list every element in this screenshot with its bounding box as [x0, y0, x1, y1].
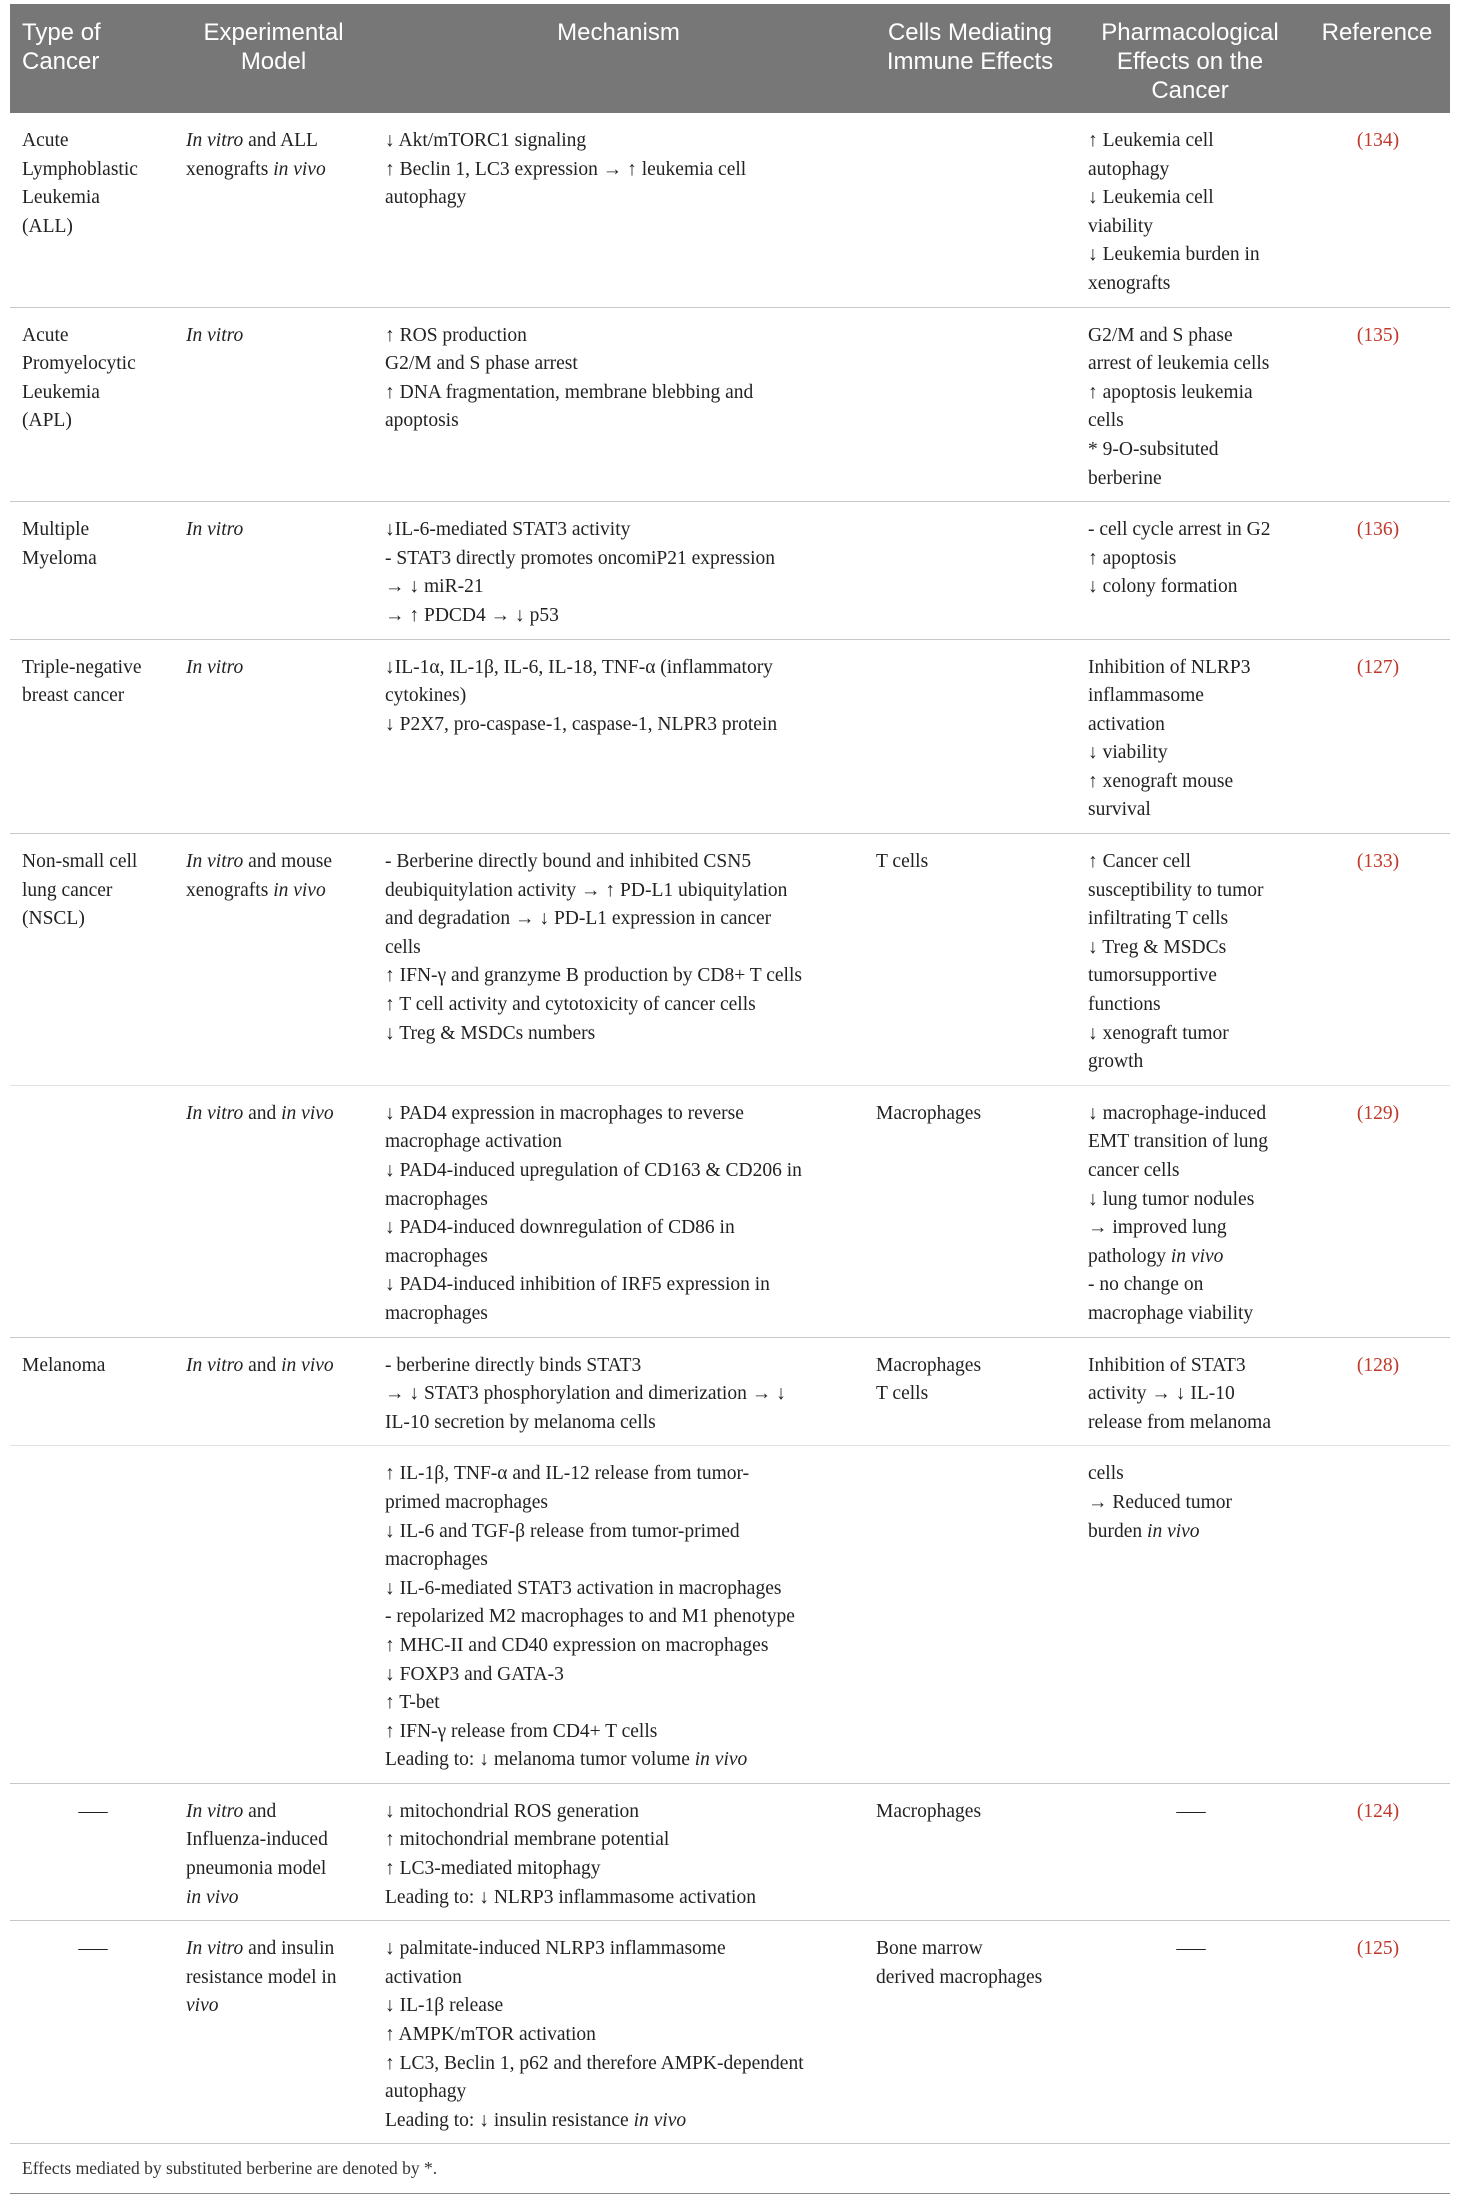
- cell-line: —–: [78, 1938, 108, 1960]
- cell-line: Leading to: ↓ insulin resistance in vivo: [385, 2109, 687, 2131]
- cell-line: activation: [385, 1966, 462, 1988]
- cell-line: EMT transition of lung: [1088, 1131, 1269, 1153]
- cell-experimental-model: [174, 1783, 373, 1920]
- cell-line: breast cancer: [22, 685, 125, 707]
- cell-line: ↑ mitochondrial membrane potential: [385, 1829, 670, 1851]
- cell-cancer-type: [10, 1921, 174, 2144]
- cell-line: Multiple: [22, 519, 90, 541]
- cell-line: In vitro and ALL: [186, 130, 318, 151]
- cell-line: IL-10 secretion by melanoma cells: [385, 1411, 656, 1433]
- cell-line: Bone marrow: [876, 1938, 983, 1960]
- cell-immune-cells: [864, 1921, 1076, 2144]
- cell-line: Macrophages: [876, 1800, 982, 1822]
- cell-line: Leading to: ↓ melanoma tumor volume in vivo: [385, 1749, 748, 1771]
- cell-line: T cells: [876, 1383, 929, 1405]
- cell-mechanism: [373, 1085, 864, 1337]
- cell-line: - berberine directly binds STAT3: [385, 1354, 642, 1376]
- cell-line: ↓ IL-6-mediated STAT3 activation in macrophages: [385, 1577, 782, 1599]
- cell-line: ↓ FOXP3 and GATA-3: [385, 1663, 564, 1685]
- cell-line: → ↓ STAT3 phosphorylation and dimerization → ↓: [385, 1383, 786, 1405]
- cell-pharmacological-effects: [1076, 834, 1304, 1086]
- table-row: [10, 502, 1450, 639]
- cell-line: ↑ apoptosis leukemia: [1088, 381, 1253, 403]
- cell-experimental-model: [174, 113, 373, 307]
- cell-line: macrophages: [385, 1302, 488, 1324]
- cell-line: cells: [1088, 1463, 1124, 1485]
- cell-experimental-model: [174, 834, 373, 1086]
- cell-cancer-type: [10, 502, 174, 639]
- cell-line: - repolarized M2 macrophages to and M1 phenotype: [385, 1606, 795, 1628]
- header-pharmacological-effects: [1076, 4, 1304, 113]
- cell-line: ↑ DNA fragmentation, membrane blebbing and: [385, 381, 754, 403]
- cell-line: cells: [1088, 410, 1124, 432]
- cell-line: In vitro: [186, 656, 244, 678]
- cell-line: Leading to: ↓ NLRP3 inflammasome activation: [385, 1886, 756, 1908]
- cell-line: - cell cycle arrest in G2: [1088, 519, 1271, 541]
- header-text: Type of: [22, 19, 101, 46]
- cell-line: inflammasome: [1088, 685, 1204, 707]
- cell-line: ↓ Treg & MSDCs: [1088, 936, 1227, 958]
- cell-line: functions: [1088, 994, 1161, 1016]
- cell-immune-cells: [864, 639, 1076, 834]
- table-row: [10, 639, 1450, 834]
- header-text: Reference: [1321, 19, 1433, 46]
- cell-line: ↓ viability: [1088, 742, 1168, 764]
- cell-line: —–: [1176, 1800, 1206, 1822]
- cell-line: ↓IL-1α, IL-1β, IL-6, IL-18, TNF-α (inflammatory: [385, 656, 773, 678]
- cell-line: ↓ Leukemia cell: [1088, 187, 1214, 209]
- table-row: [10, 834, 1450, 1086]
- cell-experimental-model: [174, 1446, 373, 1784]
- cell-line: In vitro and in vivo: [186, 1354, 334, 1376]
- footnote-row: [10, 2144, 1450, 2194]
- cell-line: resistance model in: [186, 1966, 337, 1988]
- cell-line: Leukemia: [22, 187, 100, 209]
- cell-line: cytokines): [385, 685, 467, 707]
- cell-mechanism: [373, 1337, 864, 1446]
- cell-line: ↑ MHC-II and CD40 expression on macrophages: [385, 1634, 769, 1656]
- cell-line: → Reduced tumor: [1088, 1491, 1233, 1513]
- cell-line: (ALL): [22, 215, 73, 237]
- cell-line: In vitro and insulin: [186, 1938, 335, 1960]
- cell-line: autophagy: [385, 187, 467, 209]
- cell-line: arrest of leukemia cells: [1088, 353, 1270, 375]
- cell-line: vivo: [186, 1995, 219, 2017]
- cell-line: ↓IL-6-mediated STAT3 activity: [385, 519, 631, 541]
- table-row: [10, 113, 1450, 307]
- cell-cancer-type: [10, 307, 174, 502]
- cell-line: cancer cells: [1088, 1160, 1180, 1181]
- cell-line: In vitro and in vivo: [186, 1102, 334, 1124]
- cell-reference: [1304, 1446, 1450, 1784]
- cell-line: viability: [1088, 215, 1153, 237]
- cell-experimental-model: [174, 502, 373, 639]
- cell-cancer-type: [10, 834, 174, 1086]
- table-row: [10, 1446, 1450, 1784]
- cell-line: ↑ T cell activity and cytotoxicity of cancer cells: [385, 994, 756, 1016]
- cell-line: infiltrating T cells: [1088, 908, 1229, 930]
- cell-line: ↓ lung tumor nodules: [1088, 1188, 1255, 1210]
- cell-line: In vitro and mouse: [186, 851, 333, 873]
- cell-line: ↑ Beclin 1, LC3 expression → ↑ leukemia cell: [385, 158, 747, 180]
- cell-immune-cells: [864, 113, 1076, 307]
- header-type-of-cancer: [10, 4, 174, 113]
- cell-line: ↓ palmitate-induced NLRP3 inflammasome: [385, 1938, 726, 1960]
- header-text: Cells Mediating: [887, 19, 1053, 46]
- cell-reference: (135): [1304, 307, 1450, 502]
- cell-line: ↑ apoptosis: [1088, 547, 1177, 569]
- cell-line: apoptosis: [385, 410, 459, 432]
- cell-line: survival: [1088, 799, 1151, 821]
- cell-line: * 9-O-subsituted: [1088, 438, 1219, 460]
- cell-mechanism: [373, 307, 864, 502]
- cell-line: ↓ PAD4-induced upregulation of CD163 & CD206 in: [385, 1160, 802, 1181]
- table-row: [10, 1921, 1450, 2144]
- cell-line: berberine: [1088, 467, 1162, 489]
- cell-line: - STAT3 directly promotes oncomiP21 expression: [385, 547, 776, 569]
- cell-mechanism: [373, 1921, 864, 2144]
- cell-line: ↑ IFN-γ release from CD4+ T cells: [385, 1720, 658, 1742]
- cell-reference: (125): [1304, 1921, 1450, 2144]
- cell-line: activation: [1088, 713, 1165, 735]
- cell-line: ↓ Akt/mTORC1 signaling: [385, 130, 587, 151]
- cell-mechanism: [373, 1783, 864, 1920]
- cell-line: ↓ colony formation: [1088, 576, 1238, 598]
- cell-line: —–: [1176, 1938, 1206, 1960]
- cell-line: Acute: [22, 130, 69, 151]
- cell-immune-cells: [864, 1337, 1076, 1446]
- cell-cancer-type: [10, 1085, 174, 1337]
- header-cells-mediating: [864, 4, 1076, 113]
- cell-immune-cells: [864, 834, 1076, 1086]
- cell-line: xenografts in vivo: [186, 879, 326, 901]
- cell-line: Melanoma: [22, 1354, 106, 1376]
- header-row: [10, 4, 1450, 113]
- cell-line: ↓ PAD4-induced inhibition of IRF5 expression in: [385, 1274, 770, 1296]
- cell-line: In vitro: [186, 324, 244, 346]
- cell-line: ↓ xenograft tumor: [1088, 1022, 1229, 1044]
- cell-line: ↑ AMPK/mTOR activation: [385, 2024, 596, 2046]
- cell-line: - Berberine directly bound and inhibited CSN5: [385, 851, 752, 873]
- cell-line: ↓ IL-6 and TGF-β release from tumor-primed: [385, 1520, 740, 1542]
- header-mechanism: [373, 4, 864, 113]
- cell-cancer-type: [10, 113, 174, 307]
- cell-line: ↓ Leukemia burden in: [1088, 244, 1260, 266]
- cell-line: → ↑ PDCD4 → ↓ p53: [385, 604, 559, 626]
- cell-line: Lymphoblastic: [22, 158, 138, 180]
- header-text: Effects on the: [1116, 48, 1264, 75]
- cell-line: growth: [1088, 1051, 1144, 1073]
- cell-pharmacological-effects: [1076, 502, 1304, 639]
- cell-line: → ↓ miR-21: [385, 576, 484, 598]
- header-experimental-model: [174, 4, 373, 113]
- cell-line: xenografts in vivo: [186, 158, 326, 180]
- cell-reference: (124): [1304, 1783, 1450, 1920]
- header-text: Pharmacological: [1101, 19, 1279, 46]
- cell-cancer-type: [10, 1337, 174, 1446]
- cell-line: Triple-negative: [22, 656, 142, 678]
- cell-line: pneumonia model: [186, 1858, 327, 1880]
- cell-pharmacological-effects: [1076, 1085, 1304, 1337]
- cell-mechanism: [373, 834, 864, 1086]
- cell-immune-cells: [864, 1085, 1076, 1337]
- cell-line: ↑ LC3-mediated mitophagy: [385, 1858, 601, 1880]
- cell-line: primed macrophages: [385, 1491, 548, 1513]
- cell-cancer-type: [10, 1446, 174, 1784]
- cell-line: (NSCL): [22, 908, 85, 930]
- cell-line: ↓ PAD4 expression in macrophages to reverse: [385, 1102, 744, 1124]
- table-row: [10, 1783, 1450, 1920]
- cell-line: (APL): [22, 410, 72, 432]
- cell-pharmacological-effects: [1076, 1446, 1304, 1784]
- table-page: [10, 4, 1450, 2179]
- cell-line: deubiquitylation activity → ↑ PD-L1 ubiquitylation: [385, 879, 788, 901]
- cell-reference: (136): [1304, 502, 1450, 639]
- cell-line: autophagy: [385, 2081, 467, 2103]
- cell-line: pathology in vivo: [1088, 1245, 1224, 1267]
- cell-line: G2/M and S phase arrest: [385, 353, 578, 375]
- cell-cancer-type: [10, 639, 174, 834]
- cell-mechanism: [373, 502, 864, 639]
- cell-pharmacological-effects: [1076, 1921, 1304, 2144]
- cell-line: ↑ xenograft mouse: [1088, 770, 1234, 792]
- cell-line: Acute: [22, 324, 69, 346]
- cell-mechanism: [373, 113, 864, 307]
- header-text: Cancer: [1151, 77, 1229, 104]
- cell-line: ↑ Cancer cell: [1088, 851, 1191, 873]
- header-text: Model: [240, 48, 307, 75]
- cell-immune-cells: [864, 1446, 1076, 1784]
- cell-experimental-model: [174, 639, 373, 834]
- cell-line: macrophages: [385, 1549, 488, 1571]
- cell-line: in vivo: [186, 1886, 239, 1908]
- header-text: Cancer: [22, 48, 100, 75]
- cell-line: tumorsupportive: [1088, 965, 1217, 987]
- cell-line: In vitro and: [186, 1800, 277, 1822]
- cell-reference: (133): [1304, 834, 1450, 1086]
- data-table: [10, 4, 1450, 2194]
- cell-line: and degradation → ↓ PD-L1 expression in cancer: [385, 908, 772, 930]
- cell-experimental-model: [174, 1337, 373, 1446]
- cell-line: macrophage viability: [1088, 1302, 1254, 1324]
- cell-line: derived macrophages: [876, 1966, 1043, 1988]
- cell-line: cells: [385, 936, 421, 958]
- cell-line: Inhibition of NLRP3: [1088, 656, 1251, 678]
- cell-immune-cells: [864, 1783, 1076, 1920]
- cell-line: ↑ LC3, Beclin 1, p62 and therefore AMPK-dependent: [385, 2052, 804, 2074]
- cell-line: ↓ IL-1β release: [385, 1995, 504, 2017]
- table-row: [10, 1337, 1450, 1446]
- cell-line: susceptibility to tumor: [1088, 879, 1264, 901]
- cell-immune-cells: [864, 307, 1076, 502]
- cell-line: G2/M and S phase: [1088, 324, 1233, 346]
- cell-cancer-type: [10, 1783, 174, 1920]
- cell-experimental-model: [174, 307, 373, 502]
- cell-pharmacological-effects: [1076, 1337, 1304, 1446]
- table-row: [10, 1085, 1450, 1337]
- cell-line: ↓ Treg & MSDCs numbers: [385, 1022, 596, 1044]
- cell-line: ↓ PAD4-induced downregulation of CD86 in: [385, 1217, 735, 1239]
- cell-line: - no change on: [1088, 1274, 1204, 1296]
- cell-line: Leukemia: [22, 381, 100, 403]
- cell-line: Non-small cell: [22, 851, 138, 873]
- cell-line: Myeloma: [22, 547, 97, 569]
- cell-line: T cells: [876, 851, 929, 873]
- cell-line: macrophage activation: [385, 1131, 563, 1153]
- cell-line: Macrophages: [876, 1102, 982, 1124]
- cell-reference: (134): [1304, 113, 1450, 307]
- cell-mechanism: [373, 1446, 864, 1784]
- cell-reference: (128): [1304, 1337, 1450, 1446]
- header-text: Mechanism: [557, 19, 680, 46]
- cell-line: ↓ mitochondrial ROS generation: [385, 1800, 639, 1822]
- cell-pharmacological-effects: [1076, 639, 1304, 834]
- header-text: Immune Effects: [886, 48, 1054, 75]
- cell-line: In vitro: [186, 519, 244, 541]
- cell-line: ↑ IFN-γ and granzyme B production by CD8+ T cells: [385, 965, 802, 987]
- cell-line: —–: [78, 1800, 108, 1822]
- cell-line: Macrophages: [876, 1354, 982, 1376]
- header-text: Experimental: [203, 19, 344, 46]
- cell-immune-cells: [864, 502, 1076, 639]
- cell-line: burden in vivo: [1088, 1520, 1200, 1542]
- table-body: [10, 113, 1450, 2144]
- cell-line: activity → ↓ IL-10: [1088, 1383, 1235, 1405]
- cell-pharmacological-effects: [1076, 1783, 1304, 1920]
- cell-line: xenografts: [1088, 272, 1171, 294]
- cell-reference: (127): [1304, 639, 1450, 834]
- cell-line: autophagy: [1088, 158, 1170, 180]
- cell-line: macrophages: [385, 1188, 488, 1210]
- cell-line: Influenza-induced: [186, 1829, 328, 1851]
- cell-line: ↓ macrophage-induced: [1088, 1102, 1267, 1124]
- cell-reference: (129): [1304, 1085, 1450, 1337]
- cell-line: ↑ Leukemia cell: [1088, 130, 1214, 151]
- cell-line: → improved lung: [1088, 1217, 1227, 1239]
- cell-line: macrophages: [385, 1245, 488, 1267]
- cell-line: lung cancer: [22, 879, 113, 901]
- cell-line: Inhibition of STAT3: [1088, 1354, 1246, 1376]
- cell-pharmacological-effects: [1076, 113, 1304, 307]
- cell-line: ↑ T-bet: [385, 1692, 440, 1714]
- cell-line: ↑ IL-1β, TNF-α and IL-12 release from tumor-: [385, 1463, 750, 1485]
- header-reference: [1304, 4, 1450, 113]
- cell-experimental-model: [174, 1085, 373, 1337]
- cell-line: Promyelocytic: [22, 353, 136, 375]
- cell-line: ↑ ROS production: [385, 324, 527, 346]
- cell-line: release from melanoma: [1088, 1411, 1271, 1433]
- footnote: Effects mediated by substituted berberine are denoted by *.: [10, 2144, 1450, 2194]
- cell-mechanism: [373, 639, 864, 834]
- cell-pharmacological-effects: [1076, 307, 1304, 502]
- table-row: [10, 307, 1450, 502]
- cell-experimental-model: [174, 1921, 373, 2144]
- cell-line: ↓ P2X7, pro-caspase-1, caspase-1, NLPR3 protein: [385, 713, 778, 735]
